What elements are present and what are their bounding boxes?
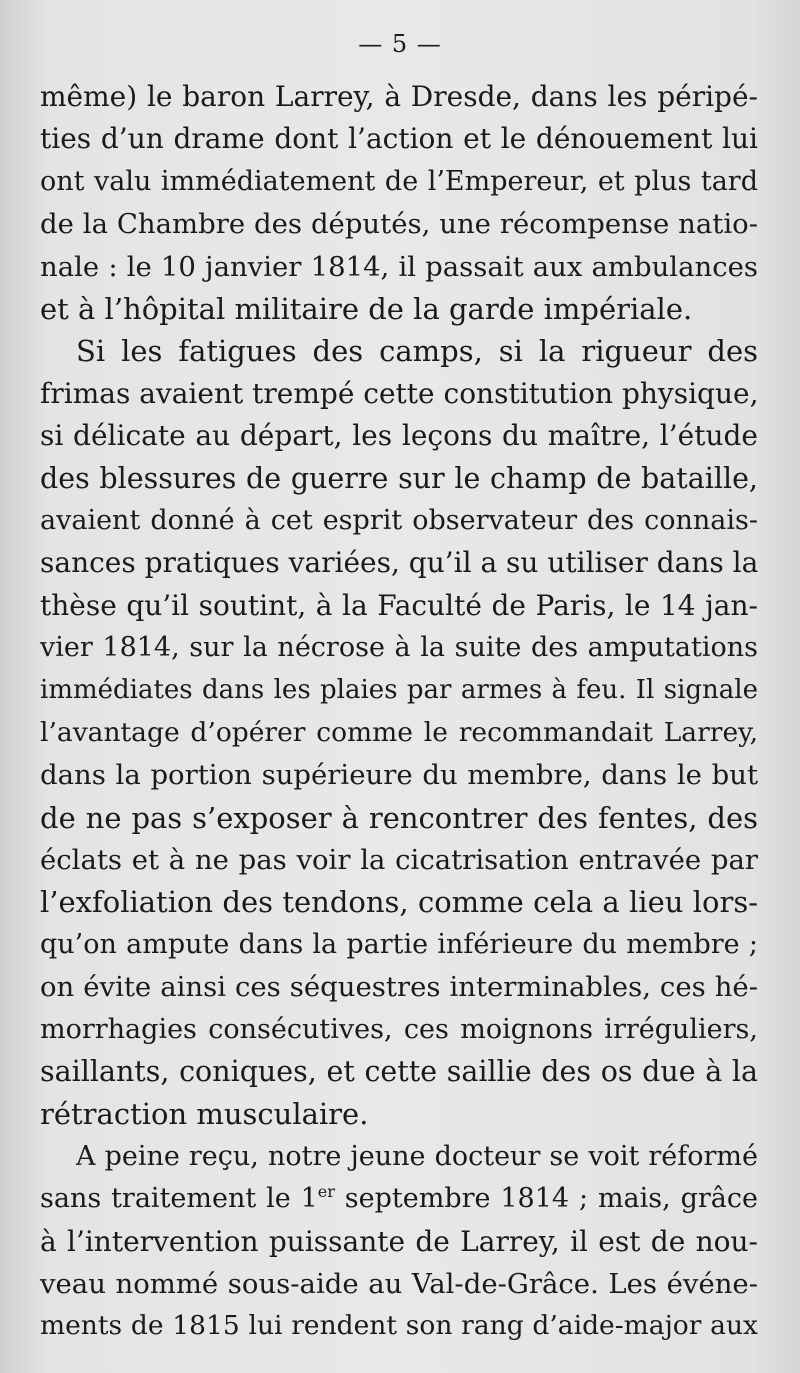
text-line: et à l’hôpital militaire de la garde impériale. — [40, 291, 693, 326]
body-text — [40, 76, 758, 1348]
page-number: — 5 — — [358, 30, 442, 58]
text-line-with-superscript — [40, 1178, 758, 1220]
text-line: même) le baron Larrey, à Dresde, dans les péripé- — [40, 80, 758, 113]
paragraph-start-line: A peine reçu, notre jeune docteur se voit réformé — [76, 1140, 758, 1172]
text-line: de la Chambre des députés, une récompense natio- — [40, 208, 758, 241]
text-line: on évite ainsi ces séquestres interminables, ces hé- — [40, 971, 758, 1004]
paragraph-start-line: Si les fatigues des camps, si la rigueur des — [76, 334, 758, 369]
text-line: si délicate au départ, les leçons du maître, l’étude — [40, 419, 758, 453]
ordinal-superscript: er — [317, 1182, 335, 1202]
text-segment: septembre 1814 ; mais, grâce — [334, 1183, 758, 1215]
text-line: des blessures de guerre sur le champ de bataille, — [40, 461, 758, 495]
text-line: ties d’un drame dont l’action et le dénouement lui — [40, 122, 758, 156]
text-line: ont valu immédiatement de l’Empereur, et plus tard — [40, 165, 758, 197]
text-line: dans la portion supérieure du membre, dans le but — [40, 759, 758, 792]
text-line: éclats et à ne pas voir la cicatrisation entravée par — [40, 844, 758, 877]
text-line: de ne pas s’exposer à rencontrer des fentes, des — [40, 800, 758, 835]
text-line: thèse qu’il soutint, à la Faculté de Paris, le 14 jan- — [40, 588, 758, 622]
text-line: l’exfoliation des tendons, comme cela a lieu lors- — [40, 885, 758, 920]
text-segment: sans traitement le 1 — [40, 1183, 318, 1215]
text-line: rétraction musculaire. — [40, 1097, 369, 1132]
text-line: nale : le 10 janvier 1814, il passait aux ambulances — [40, 250, 758, 283]
text-line: avaient donné à cet esprit observateur des connais- — [40, 504, 758, 536]
text-line: sances pratiques variées, qu’il a su utiliser dans la — [40, 546, 759, 580]
text-line: l’avantage d’opérer comme le recommandait Larrey, — [40, 716, 758, 748]
text-line: morrhagies consécutives, ces moignons irréguliers, — [40, 1013, 758, 1045]
text-line: ments de 1815 lui rendent son rang d’aide-major aux — [40, 1310, 758, 1342]
text-line: vier 1814, sur la nécrose à la suite des amputations — [40, 632, 758, 664]
text-line: qu’on ampute dans la partie inférieure du membre ; — [40, 928, 758, 960]
text-line: à l’intervention puissante de Larrey, il est de nou- — [40, 1224, 758, 1258]
text-line: frimas avaient trempé cette constitution physique, — [40, 376, 759, 410]
text-line: saillants, coniques, et cette saillie des os due à la — [40, 1054, 758, 1088]
text-line: veau nommé sous-aide au Val-de-Grâce. Les événe- — [40, 1267, 758, 1300]
text-line: immédiates dans les plaies par armes à feu. Il signale — [40, 675, 758, 706]
